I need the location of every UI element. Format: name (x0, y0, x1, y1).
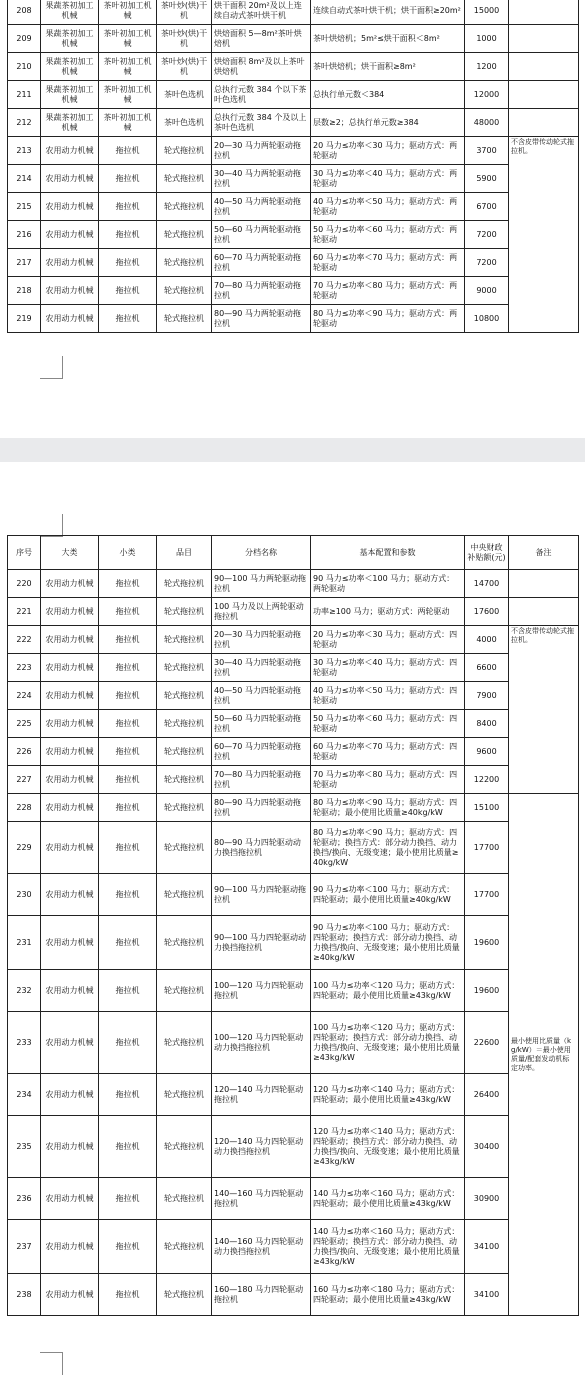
cell-item: 轮式拖拉机 (157, 1116, 212, 1178)
cell-category: 农用动力机械 (41, 1116, 99, 1178)
cell-item: 轮式拖拉机 (157, 570, 212, 598)
cell-subcategory: 拖拉机 (99, 221, 157, 249)
cell-amount: 19600 (465, 916, 509, 970)
cell-subcategory: 拖拉机 (99, 1012, 157, 1074)
page-corner-mark (40, 1352, 63, 1375)
cell-category: 农用动力机械 (41, 277, 99, 305)
cell-spec: 60 马力≤功率＜70 马力；驱动方式：四轮驱动 (311, 738, 465, 766)
cell-item: 茶叶炒(烘)干机 (157, 0, 212, 25)
table-row (8, 654, 579, 682)
cell-grade: 30—40 马力四轮驱动拖拉机 (212, 654, 311, 682)
cell-category: 农用动力机械 (41, 710, 99, 738)
table-row (8, 221, 579, 249)
table-row (8, 874, 579, 916)
cell-amount: 5900 (465, 165, 509, 193)
table-row (8, 598, 579, 626)
cell-amount: 34100 (465, 1274, 509, 1316)
cell-no: 213 (8, 137, 41, 165)
cell-spec: 90 马力≤功率＜100 马力；驱动方式：两轮驱动 (311, 570, 465, 598)
cell-grade: 70—80 马力两轮驱动拖拉机 (212, 277, 311, 305)
table-row (8, 710, 579, 738)
table-row (8, 137, 579, 165)
table-row (8, 0, 579, 25)
cell-no: 226 (8, 738, 41, 766)
header-amount: 中央财政补贴额(元) (465, 536, 509, 570)
cell-spec: 160 马力≤功率＜180 马力；驱动方式：四轮驱动；最小使用比质量≥43kg/kW (311, 1274, 465, 1316)
cell-no: 232 (8, 970, 41, 1012)
cell-item: 轮式拖拉机 (157, 249, 212, 277)
cell-grade: 烘干面积 20m²及以上连续自动式茶叶烘干机 (212, 0, 311, 25)
table-row (8, 1220, 579, 1274)
cell-grade: 60—70 马力四轮驱动拖拉机 (212, 738, 311, 766)
cell-note: 最小使用比质量（kg/kW）＝最小使用质量/配套发动机标定功率。 (509, 794, 579, 1316)
cell-item: 轮式拖拉机 (157, 682, 212, 710)
cell-subcategory: 茶叶初加工机械 (99, 53, 157, 81)
cell-grade: 100—120 马力四轮驱动拖拉机 (212, 970, 311, 1012)
cell-subcategory: 拖拉机 (99, 1274, 157, 1316)
cell-amount: 14700 (465, 570, 509, 598)
table-row (8, 1178, 579, 1220)
cell-grade: 30—40 马力两轮驱动拖拉机 (212, 165, 311, 193)
cell-spec: 60 马力≤功率＜70 马力；驱动方式：两轮驱动 (311, 249, 465, 277)
cell-amount: 15100 (465, 794, 509, 822)
cell-spec: 80 马力≤功率＜90 马力；驱动方式：两轮驱动 (311, 305, 465, 333)
cell-grade: 50—60 马力两轮驱动拖拉机 (212, 221, 311, 249)
cell-grade: 90—100 马力两轮驱动拖拉机 (212, 570, 311, 598)
table-row (8, 249, 579, 277)
cell-subcategory: 拖拉机 (99, 598, 157, 626)
cell-grade: 100 马力及以上两轮驱动拖拉机 (212, 598, 311, 626)
cell-no: 235 (8, 1116, 41, 1178)
cell-category: 农用动力机械 (41, 598, 99, 626)
cell-subcategory: 拖拉机 (99, 654, 157, 682)
cell-amount: 17700 (465, 822, 509, 874)
cell-item: 轮式拖拉机 (157, 874, 212, 916)
cell-spec: 90 马力≤功率＜100 马力；驱动方式：四轮驱动；最小使用比质量≥40kg/kW (311, 874, 465, 916)
cell-note (509, 53, 579, 81)
cell-no: 218 (8, 277, 41, 305)
cell-subcategory: 拖拉机 (99, 626, 157, 654)
cell-spec: 30 马力≤功率＜40 马力；驱动方式：两轮驱动 (311, 165, 465, 193)
cell-grade: 140—160 马力四轮驱动动力换挡拖拉机 (212, 1220, 311, 1274)
cell-item: 轮式拖拉机 (157, 305, 212, 333)
cell-subcategory: 拖拉机 (99, 766, 157, 794)
table-row (8, 1074, 579, 1116)
cell-item: 轮式拖拉机 (157, 1220, 212, 1274)
cell-spec: 100 马力≤功率＜120 马力；驱动方式：四轮驱动；换挡方式：部分动力换挡、动力换挡/换向、无级变速；最小使用比质量≥43kg/kW (311, 1012, 465, 1074)
cell-subcategory: 拖拉机 (99, 1074, 157, 1116)
cell-no: 234 (8, 1074, 41, 1116)
cell-spec: 70 马力≤功率＜80 马力；驱动方式：两轮驱动 (311, 277, 465, 305)
cell-no: 225 (8, 710, 41, 738)
cell-spec: 40 马力≤功率＜50 马力；驱动方式：两轮驱动 (311, 193, 465, 221)
cell-amount: 10800 (465, 305, 509, 333)
cell-spec: 30 马力≤功率＜40 马力；驱动方式：四轮驱动 (311, 654, 465, 682)
cell-grade: 120—140 马力四轮驱动动力换挡拖拉机 (212, 1116, 311, 1178)
table-row (8, 305, 579, 333)
cell-category: 农用动力机械 (41, 570, 99, 598)
cell-subcategory: 拖拉机 (99, 249, 157, 277)
cell-amount: 48000 (465, 109, 509, 137)
cell-amount: 7900 (465, 682, 509, 710)
table-row (8, 1116, 579, 1178)
cell-subcategory: 茶叶初加工机械 (99, 25, 157, 53)
cell-item: 轮式拖拉机 (157, 1012, 212, 1074)
cell-category: 农用动力机械 (41, 794, 99, 822)
cell-category: 农用动力机械 (41, 1274, 99, 1316)
cell-subcategory: 拖拉机 (99, 738, 157, 766)
cell-item: 轮式拖拉机 (157, 654, 212, 682)
cell-subcategory: 拖拉机 (99, 305, 157, 333)
cell-no: 215 (8, 193, 41, 221)
cell-grade: 60—70 马力两轮驱动拖拉机 (212, 249, 311, 277)
cell-grade: 烘焙面积 5—8m²茶叶烘焙机 (212, 25, 311, 53)
cell-spec: 层数≥2；总执行单元数≥384 (311, 109, 465, 137)
cell-amount: 1200 (465, 53, 509, 81)
cell-grade: 40—50 马力两轮驱动拖拉机 (212, 193, 311, 221)
cell-category: 农用动力机械 (41, 305, 99, 333)
table-row (8, 81, 579, 109)
cell-subcategory: 拖拉机 (99, 277, 157, 305)
cell-no: 212 (8, 109, 41, 137)
cell-subcategory: 茶叶初加工机械 (99, 109, 157, 137)
cell-item: 轮式拖拉机 (157, 626, 212, 654)
cell-no: 222 (8, 626, 41, 654)
cell-item: 轮式拖拉机 (157, 794, 212, 822)
cell-amount: 8400 (465, 710, 509, 738)
document-page-2 (0, 462, 585, 1382)
cell-amount: 22600 (465, 1012, 509, 1074)
cell-spec: 90 马力≤功率＜100 马力；驱动方式：四轮驱动；换挡方式：部分动力换挡、动力换挡/换向、无级变速；最小使用比质量≥40kg/kW (311, 916, 465, 970)
cell-amount: 7200 (465, 221, 509, 249)
cell-amount: 3700 (465, 137, 509, 165)
header-spec: 基本配置和参数 (311, 536, 465, 570)
cell-amount: 12200 (465, 766, 509, 794)
cell-amount: 9000 (465, 277, 509, 305)
cell-subcategory: 拖拉机 (99, 682, 157, 710)
cell-amount: 6600 (465, 654, 509, 682)
cell-no: 228 (8, 794, 41, 822)
cell-category: 果蔬茶初加工机械 (41, 25, 99, 53)
cell-item: 轮式拖拉机 (157, 137, 212, 165)
cell-grade: 120—140 马力四轮驱动拖拉机 (212, 1074, 311, 1116)
cell-grade: 140—160 马力四轮驱动拖拉机 (212, 1178, 311, 1220)
table-row (8, 53, 579, 81)
cell-grade: 90—100 马力四轮驱动拖拉机 (212, 874, 311, 916)
cell-category: 农用动力机械 (41, 193, 99, 221)
cell-no: 224 (8, 682, 41, 710)
table-row (8, 970, 579, 1012)
table-row (8, 794, 579, 822)
cell-grade: 40—50 马力四轮驱动拖拉机 (212, 682, 311, 710)
cell-spec: 茶叶烘焙机；烘干面积≥8m² (311, 53, 465, 81)
table-header-row (8, 536, 579, 570)
cell-subcategory: 拖拉机 (99, 874, 157, 916)
cell-subcategory: 茶叶初加工机械 (99, 0, 157, 25)
cell-spec: 20 马力≤功率＜30 马力；驱动方式：四轮驱动 (311, 626, 465, 654)
cell-item: 轮式拖拉机 (157, 193, 212, 221)
cell-amount: 12000 (465, 81, 509, 109)
cell-spec: 70 马力≤功率＜80 马力；驱动方式：四轮驱动 (311, 766, 465, 794)
cell-no: 238 (8, 1274, 41, 1316)
cell-no: 216 (8, 221, 41, 249)
cell-grade: 70—80 马力四轮驱动拖拉机 (212, 766, 311, 794)
cell-grade: 总执行元数 384 个以下茶叶色选机 (212, 81, 311, 109)
cell-amount: 4000 (465, 626, 509, 654)
cell-no: 223 (8, 654, 41, 682)
cell-item: 轮式拖拉机 (157, 277, 212, 305)
cell-amount: 1000 (465, 25, 509, 53)
cell-spec: 80 马力≤功率＜90 马力；驱动方式：四轮驱动；换挡方式：部分动力换挡、动力换挡/换向、无级变速；最小使用比质量≥40kg/kW (311, 822, 465, 874)
table-row (8, 738, 579, 766)
cell-grade: 100—120 马力四轮驱动动力换挡拖拉机 (212, 1012, 311, 1074)
cell-amount: 17700 (465, 874, 509, 916)
cell-amount: 30400 (465, 1116, 509, 1178)
table-row (8, 682, 579, 710)
cell-category: 农用动力机械 (41, 626, 99, 654)
cell-no: 211 (8, 81, 41, 109)
cell-note: 不含皮带传动轮式拖拉机。 (509, 137, 579, 333)
cell-note (509, 109, 579, 137)
cell-grade: 50—60 马力四轮驱动拖拉机 (212, 710, 311, 738)
cell-subcategory: 拖拉机 (99, 193, 157, 221)
cell-item: 茶叶炒(烘)干机 (157, 53, 212, 81)
table-row (8, 1274, 579, 1316)
cell-grade: 烘焙面积 8m²及以上茶叶烘焙机 (212, 53, 311, 81)
cell-amount: 9600 (465, 738, 509, 766)
cell-subcategory: 拖拉机 (99, 165, 157, 193)
table-row (8, 570, 579, 598)
cell-category: 农用动力机械 (41, 738, 99, 766)
cell-item: 茶叶色选机 (157, 81, 212, 109)
cell-no: 230 (8, 874, 41, 916)
cell-category: 农用动力机械 (41, 916, 99, 970)
cell-note (509, 81, 579, 109)
cell-note (509, 0, 579, 25)
cell-spec: 140 马力≤功率＜160 马力；驱动方式：四轮驱动；最小使用比质量≥43kg/kW (311, 1178, 465, 1220)
table-row (8, 766, 579, 794)
cell-subcategory: 拖拉机 (99, 916, 157, 970)
cell-category: 农用动力机械 (41, 822, 99, 874)
cell-item: 轮式拖拉机 (157, 1074, 212, 1116)
cell-item: 轮式拖拉机 (157, 822, 212, 874)
cell-category: 果蔬茶初加工机械 (41, 81, 99, 109)
cell-grade: 160—180 马力四轮驱动拖拉机 (212, 1274, 311, 1316)
cell-category: 果蔬茶初加工机械 (41, 109, 99, 137)
cell-item: 轮式拖拉机 (157, 221, 212, 249)
cell-spec: 120 马力≤功率＜140 马力；驱动方式：四轮驱动；最小使用比质量≥43kg/kW (311, 1074, 465, 1116)
cell-subcategory: 拖拉机 (99, 970, 157, 1012)
cell-grade: 20—30 马力两轮驱动拖拉机 (212, 137, 311, 165)
cell-note (509, 25, 579, 53)
cell-category: 农用动力机械 (41, 1074, 99, 1116)
table-row (8, 916, 579, 970)
cell-no: 214 (8, 165, 41, 193)
cell-category: 农用动力机械 (41, 766, 99, 794)
cell-spec: 50 马力≤功率＜60 马力；驱动方式：四轮驱动 (311, 710, 465, 738)
header-item: 品目 (157, 536, 212, 570)
cell-category: 农用动力机械 (41, 221, 99, 249)
cell-no: 229 (8, 822, 41, 874)
cell-no: 219 (8, 305, 41, 333)
cell-category: 农用动力机械 (41, 1178, 99, 1220)
cell-amount: 26400 (465, 1074, 509, 1116)
cell-category: 农用动力机械 (41, 1012, 99, 1074)
table-row (8, 626, 579, 654)
cell-spec: 120 马力≤功率＜140 马力；驱动方式：四轮驱动；换挡方式：部分动力换挡、动力换挡/换向、无级变速；最小使用比质量≥43kg/kW (311, 1116, 465, 1178)
cell-grade: 80—90 马力四轮驱动拖拉机 (212, 794, 311, 822)
cell-spec: 80 马力≤功率＜90 马力；驱动方式：四轮驱动；最小使用比质量≥40kg/kW (311, 794, 465, 822)
cell-spec: 茶叶烘焙机；5m²≤烘干面积＜8m² (311, 25, 465, 53)
cell-spec: 连续自动式茶叶烘干机；烘干面积≥20m² (311, 0, 465, 25)
cell-subcategory: 拖拉机 (99, 137, 157, 165)
cell-grade: 20—30 马力四轮驱动拖拉机 (212, 626, 311, 654)
cell-note (509, 598, 579, 626)
cell-subcategory: 拖拉机 (99, 570, 157, 598)
table-row (8, 1012, 579, 1074)
table-row (8, 109, 579, 137)
cell-item: 轮式拖拉机 (157, 766, 212, 794)
cell-amount: 19600 (465, 970, 509, 1012)
cell-note: 不含皮带传动轮式拖拉机。 (509, 626, 579, 794)
cell-subcategory: 拖拉机 (99, 710, 157, 738)
table-row (8, 193, 579, 221)
cell-grade: 总执行元数 384 个及以上茶叶色选机 (212, 109, 311, 137)
cell-item: 轮式拖拉机 (157, 916, 212, 970)
cell-item: 轮式拖拉机 (157, 598, 212, 626)
document-page-1 (0, 0, 585, 438)
cell-category: 农用动力机械 (41, 1220, 99, 1274)
cell-no: 231 (8, 916, 41, 970)
cell-category: 农用动力机械 (41, 137, 99, 165)
cell-amount: 30900 (465, 1178, 509, 1220)
cell-category: 农用动力机械 (41, 874, 99, 916)
cell-item: 轮式拖拉机 (157, 1178, 212, 1220)
table-row (8, 822, 579, 874)
cell-subcategory: 茶叶初加工机械 (99, 81, 157, 109)
cell-category: 农用动力机械 (41, 249, 99, 277)
cell-category: 农用动力机械 (41, 970, 99, 1012)
cell-spec: 40 马力≤功率＜50 马力；驱动方式：四轮驱动 (311, 682, 465, 710)
cell-amount: 15000 (465, 0, 509, 25)
cell-category: 果蔬茶初加工机械 (41, 53, 99, 81)
cell-amount: 7200 (465, 249, 509, 277)
cell-subcategory: 拖拉机 (99, 1116, 157, 1178)
cell-no: 233 (8, 1012, 41, 1074)
cell-note (509, 570, 579, 598)
cell-item: 轮式拖拉机 (157, 970, 212, 1012)
cell-item: 轮式拖拉机 (157, 165, 212, 193)
cell-no: 209 (8, 25, 41, 53)
cell-no: 210 (8, 53, 41, 81)
cell-subcategory: 拖拉机 (99, 1178, 157, 1220)
cell-category: 农用动力机械 (41, 654, 99, 682)
cell-grade: 80—90 马力两轮驱动拖拉机 (212, 305, 311, 333)
cell-category: 农用动力机械 (41, 165, 99, 193)
cell-spec: 总执行单元数＜384 (311, 81, 465, 109)
cell-no: 208 (8, 0, 41, 25)
page-corner-mark (40, 514, 63, 537)
cell-grade: 90—100 马力四轮驱动动力换挡拖拉机 (212, 916, 311, 970)
cell-item: 轮式拖拉机 (157, 710, 212, 738)
subsidy-table-page-1 (7, 0, 579, 333)
cell-item: 茶叶炒(烘)干机 (157, 25, 212, 53)
cell-subcategory: 拖拉机 (99, 822, 157, 874)
cell-no: 236 (8, 1178, 41, 1220)
cell-grade: 80—90 马力四轮驱动动力换挡拖拉机 (212, 822, 311, 874)
cell-no: 237 (8, 1220, 41, 1274)
cell-subcategory: 拖拉机 (99, 1220, 157, 1274)
subsidy-table-page-2 (7, 535, 579, 1316)
cell-spec: 100 马力≤功率＜120 马力；驱动方式：四轮驱动；最小使用比质量≥43kg/kW (311, 970, 465, 1012)
cell-item: 茶叶色选机 (157, 109, 212, 137)
cell-amount: 17600 (465, 598, 509, 626)
cell-amount: 34100 (465, 1220, 509, 1274)
table-row (8, 165, 579, 193)
cell-spec: 20 马力≤功率＜30 马力；驱动方式：两轮驱动 (311, 137, 465, 165)
cell-category: 农用动力机械 (41, 682, 99, 710)
cell-spec: 140 马力≤功率＜160 马力；驱动方式：四轮驱动；换挡方式：部分动力换挡、动力换挡/换向、无级变速；最小使用比质量≥43kg/kW (311, 1220, 465, 1274)
cell-category: 果蔬茶初加工机械 (41, 0, 99, 25)
cell-subcategory: 拖拉机 (99, 794, 157, 822)
page-corner-mark (40, 356, 63, 379)
header-grade: 分档名称 (212, 536, 311, 570)
cell-no: 217 (8, 249, 41, 277)
header-no: 序号 (8, 536, 41, 570)
cell-spec: 50 马力≤功率＜60 马力；驱动方式：两轮驱动 (311, 221, 465, 249)
header-subcategory: 小类 (99, 536, 157, 570)
cell-item: 轮式拖拉机 (157, 1274, 212, 1316)
cell-no: 221 (8, 598, 41, 626)
cell-spec: 功率≥100 马力；驱动方式：两轮驱动 (311, 598, 465, 626)
table-row (8, 277, 579, 305)
header-category: 大类 (41, 536, 99, 570)
cell-item: 轮式拖拉机 (157, 738, 212, 766)
cell-no: 227 (8, 766, 41, 794)
header-note: 备注 (509, 536, 579, 570)
cell-amount: 6700 (465, 193, 509, 221)
table-row (8, 25, 579, 53)
cell-no: 220 (8, 570, 41, 598)
